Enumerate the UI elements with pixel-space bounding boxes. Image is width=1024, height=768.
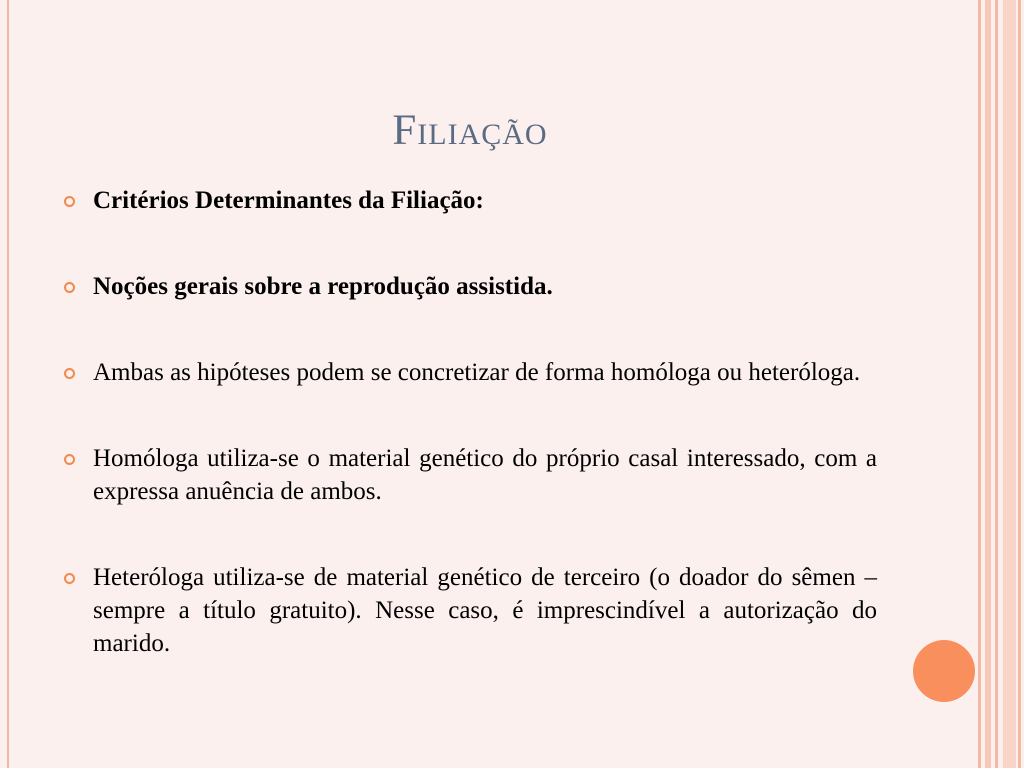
bullet-marker-icon	[64, 282, 75, 293]
list-item	[62, 561, 877, 660]
bullet-text: Ambas as hipóteses podem se concretizar de forma homóloga ou heteróloga.	[93, 359, 861, 386]
right-border-line	[995, 0, 998, 768]
bullet-marker-icon	[64, 368, 75, 379]
list-item	[62, 184, 877, 217]
right-border-line	[1018, 0, 1021, 768]
list-item	[62, 270, 877, 303]
slide-title: Filiação	[392, 107, 548, 154]
bullet-list	[62, 184, 877, 660]
right-border-line	[1003, 0, 1016, 768]
right-border-line	[978, 0, 981, 768]
bullet-text: Homóloga utiliza-se o material genético do próprio casal interessado, com a expressa anuência de ambos.	[93, 445, 877, 505]
bullet-marker-icon	[64, 196, 75, 207]
bullet-text: Heteróloga utiliza-se de material genético de terceiro (o doador do sêmen – sempre a título gratuito). Nesse caso, é imprescindível a autorização do marido.	[93, 564, 877, 657]
bullet-marker-icon	[64, 573, 75, 584]
bullet-text: Noções gerais sobre a reprodução assistida.	[93, 273, 553, 300]
decorative-circle	[913, 640, 975, 702]
right-border-line	[985, 0, 991, 768]
list-item	[62, 442, 877, 508]
bullet-marker-icon	[64, 454, 75, 465]
list-item	[62, 356, 877, 389]
bullet-text: Critérios Determinantes da Filiação:	[93, 187, 484, 214]
